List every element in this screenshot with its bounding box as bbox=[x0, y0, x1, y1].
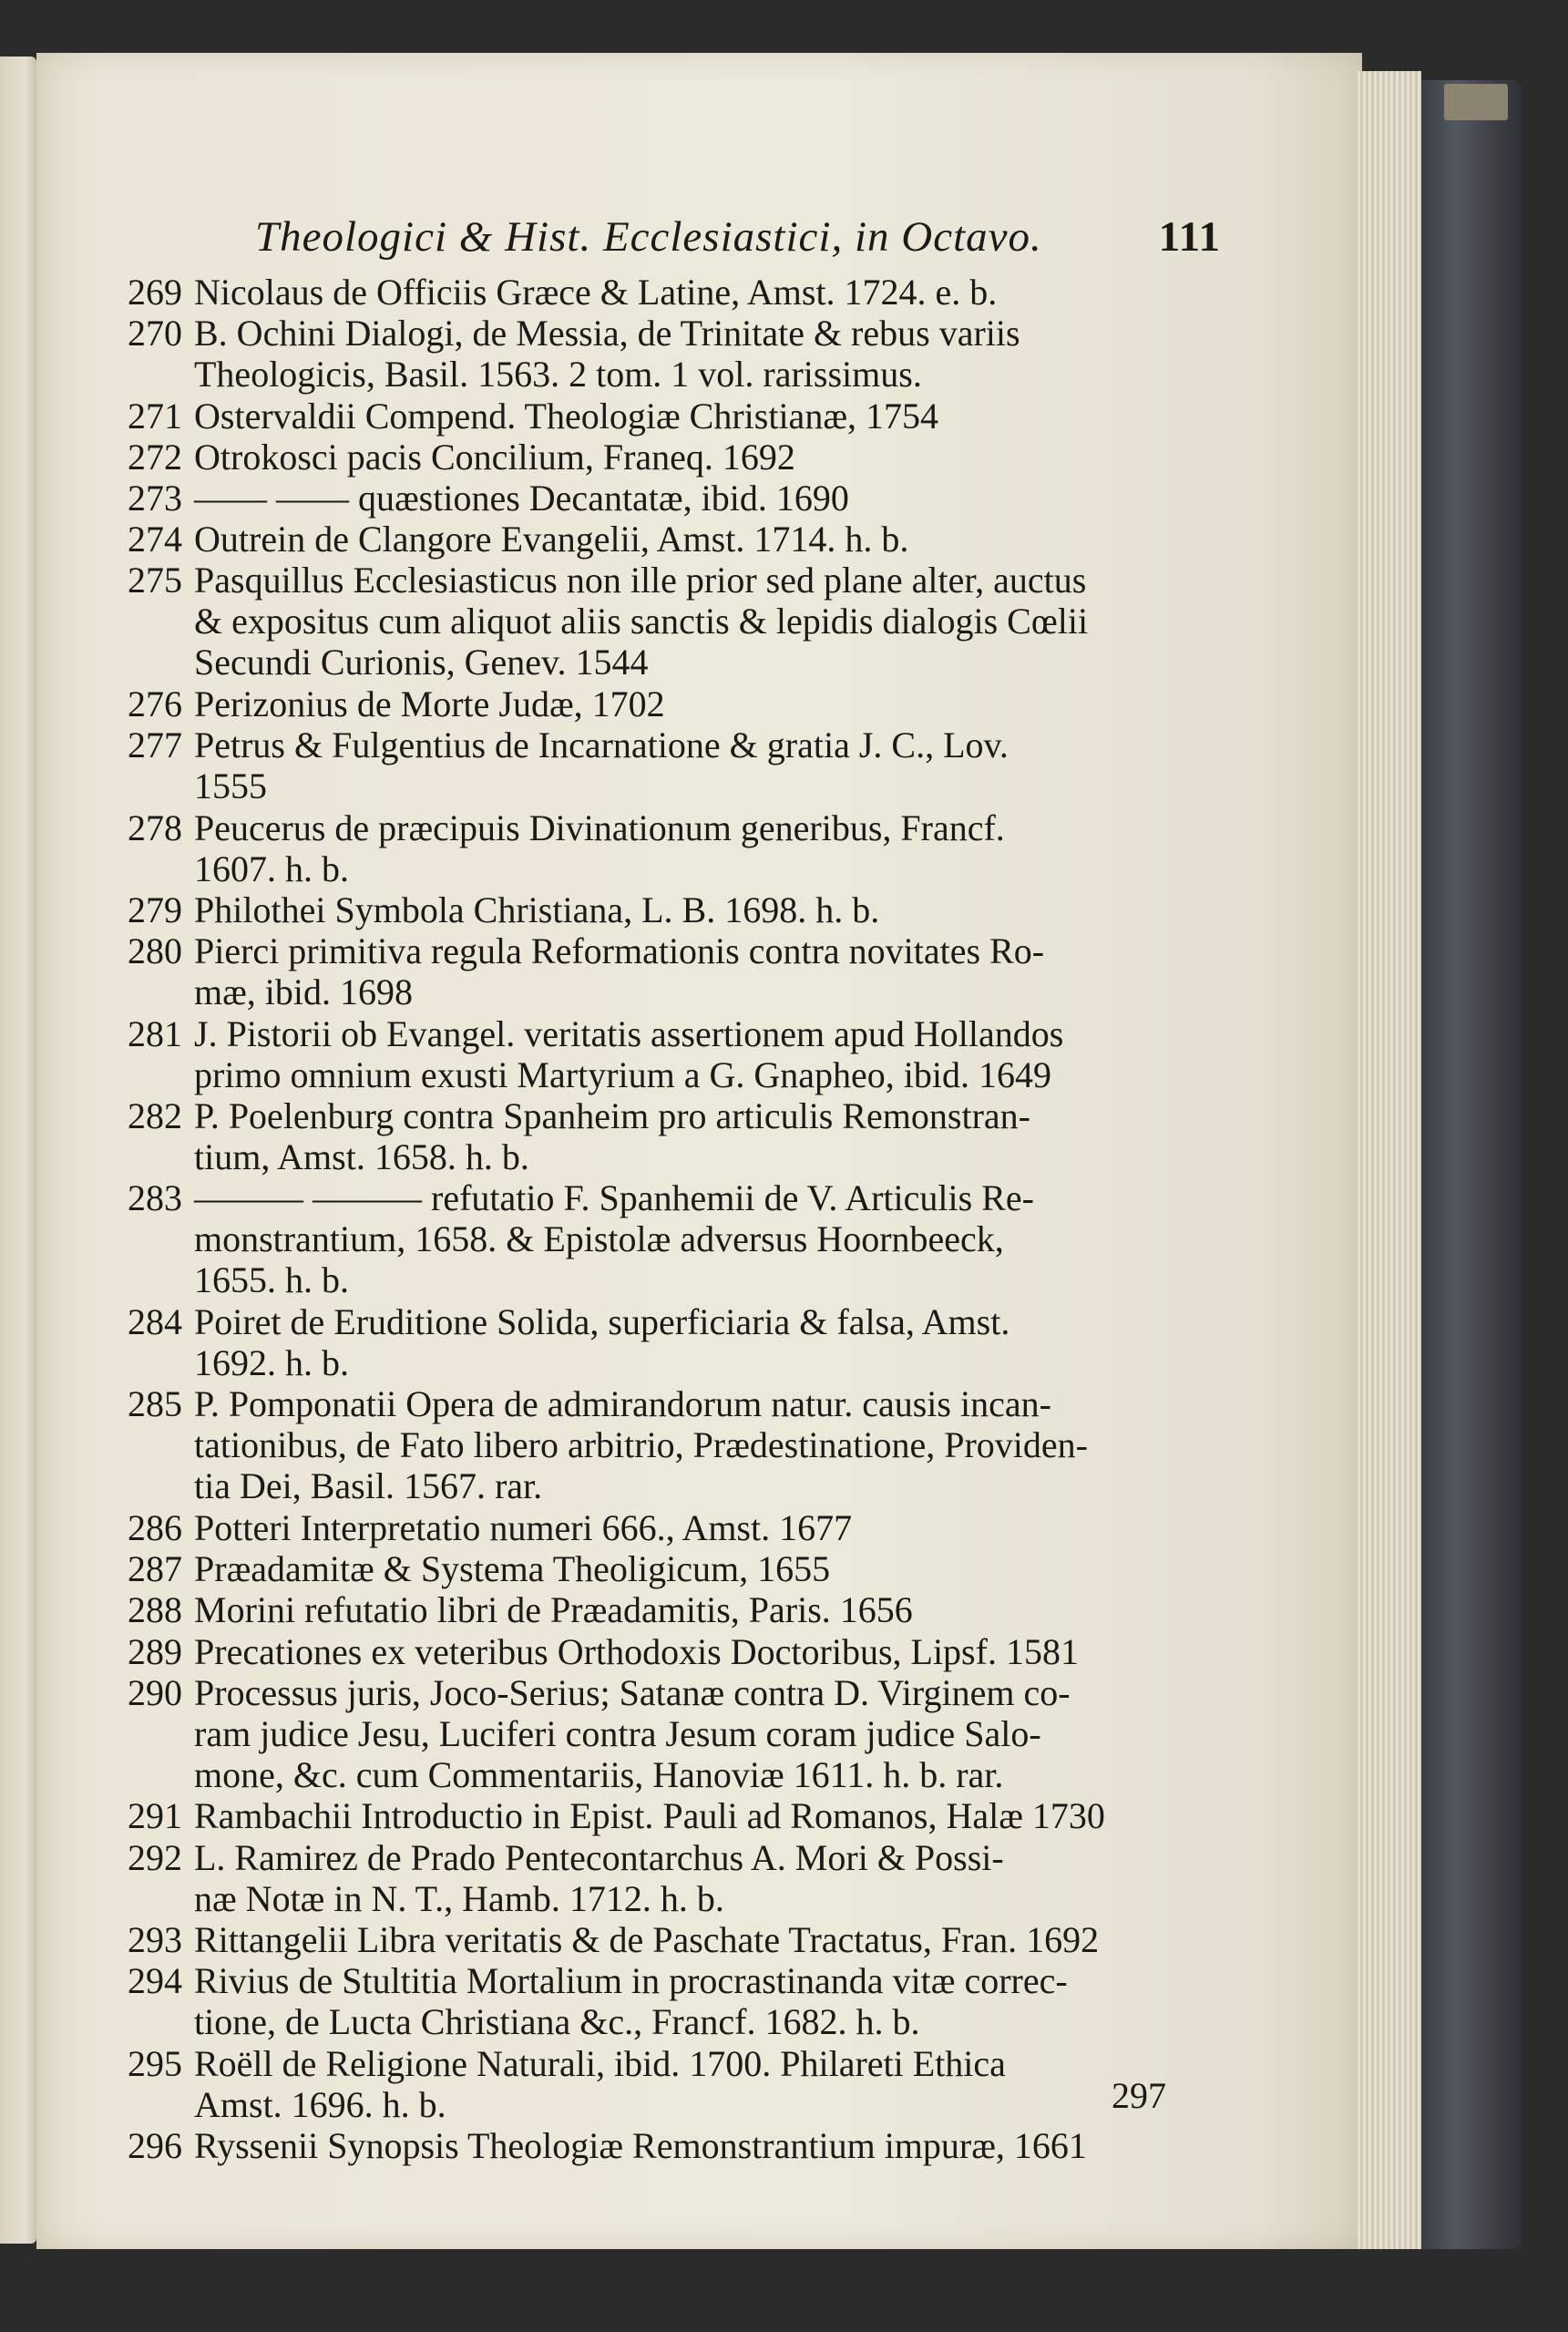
catalogue-entry bbox=[36, 889, 1239, 930]
entry-number: 290 bbox=[128, 1671, 182, 1713]
entry-number: 269 bbox=[128, 272, 182, 313]
entry-text bbox=[194, 396, 1214, 437]
entry-line: 1555 bbox=[194, 765, 267, 807]
entry-text bbox=[194, 930, 1214, 1012]
catalogue-entry bbox=[36, 1837, 1239, 1919]
entry-line: & expositus cum aliquot aliis sanctis & lepidis dialogis Cœlii bbox=[194, 601, 1089, 642]
entry-number: 291 bbox=[128, 1795, 182, 1837]
running-title: Theologici & Hist. Ecclesiastici, in Octavo. bbox=[255, 213, 1042, 261]
entry-line: ram judice Jesu, Luciferi contra Jesum coram judice Salo- bbox=[194, 1712, 1041, 1754]
entry-number: 295 bbox=[128, 2042, 182, 2084]
entry-line: Pasquillus Ecclesiasticus non ille prior sed plane alter, auctus bbox=[194, 560, 1087, 601]
catalogue-entry bbox=[36, 807, 1239, 889]
entry-text bbox=[194, 478, 1214, 519]
entry-line: 1607. h. b. bbox=[194, 848, 349, 889]
entry-line: tione, de Lucta Christiana &c., Francf. 1682. h. b. bbox=[194, 2001, 920, 2043]
entry-line: L. Ramirez de Prado Pentecontarchus A. Mori & Possi- bbox=[194, 1836, 1004, 1878]
entry-number: 280 bbox=[128, 930, 182, 972]
entry-line: B. Ochini Dialogi, de Messia, de Trinitate & rebus variis bbox=[194, 313, 1020, 354]
page-stack-edges bbox=[1358, 71, 1421, 2249]
entry-text bbox=[194, 313, 1214, 395]
page-content bbox=[36, 53, 1362, 2249]
entry-line: Pierci primitiva regula Reformationis contra novitates Ro- bbox=[194, 930, 1045, 972]
entry-line: Potteri Interpretatio numeri 666., Amst. 1677 bbox=[194, 1507, 853, 1548]
entry-number: 270 bbox=[128, 313, 182, 354]
entry-line: Otrokosci pacis Concilium, Franeq. 1692 bbox=[194, 436, 795, 478]
entry-text bbox=[194, 1177, 1214, 1300]
entry-text bbox=[194, 1672, 1214, 1795]
entry-text bbox=[194, 437, 1214, 478]
book-cover bbox=[1421, 80, 1522, 2249]
catalogue-entry bbox=[36, 1383, 1239, 1507]
entry-text bbox=[194, 1383, 1214, 1506]
entry-number: 275 bbox=[128, 560, 182, 601]
catalogue-entry bbox=[36, 1631, 1239, 1672]
entry-text bbox=[194, 1795, 1214, 1836]
entry-text bbox=[194, 2043, 1214, 2125]
entry-text bbox=[194, 1837, 1214, 1919]
catchword: 297 bbox=[1112, 2075, 1166, 2116]
entry-line: Processus juris, Joco-Serius; Satanæ contra D. Virginem co- bbox=[194, 1671, 1071, 1713]
catalogue-entry bbox=[36, 1795, 1239, 1836]
catalogue-entry bbox=[36, 1095, 1239, 1177]
entry-text bbox=[194, 2125, 1214, 2166]
entry-line: P. Pomponatii Opera de admirandorum natur. causis incan- bbox=[194, 1383, 1051, 1425]
entry-line: tium, Amst. 1658. h. b. bbox=[194, 1136, 529, 1177]
entry-line: næ Notæ in N. T., Hamb. 1712. h. b. bbox=[194, 1877, 724, 1919]
entry-line: Peucerus de præcipuis Divinationum generibus, Francf. bbox=[194, 806, 1005, 848]
catalogue-entry bbox=[36, 1507, 1239, 1548]
entry-line: monstrantium, 1658. & Epistolæ adversus Hoornbeeck, bbox=[194, 1218, 1004, 1260]
catalogue-entry bbox=[36, 1548, 1239, 1589]
catalogue-entry bbox=[36, 478, 1239, 519]
entry-text bbox=[194, 1095, 1214, 1177]
catalogue-entry bbox=[36, 1013, 1239, 1095]
entry-text bbox=[194, 1631, 1214, 1672]
catalogue-entry bbox=[36, 272, 1239, 313]
entry-line: Præadamitæ & Systema Theoligicum, 1655 bbox=[194, 1548, 831, 1590]
catalogue-entry bbox=[36, 724, 1239, 806]
catalogue-entry bbox=[36, 437, 1239, 478]
entry-line: tia Dei, Basil. 1567. rar. bbox=[194, 1465, 543, 1507]
entry-text bbox=[194, 683, 1214, 724]
catalogue-entry bbox=[36, 396, 1239, 437]
entry-line: Poiret de Eruditione Solida, superficiaria & falsa, Amst. bbox=[194, 1301, 1010, 1342]
entry-line: Roëll de Religione Naturali, ibid. 1700. Philareti Ethica bbox=[194, 2042, 1006, 2084]
entry-number: 281 bbox=[128, 1012, 182, 1054]
entry-text bbox=[194, 519, 1214, 560]
entry-text bbox=[194, 1507, 1214, 1548]
entry-number: 274 bbox=[128, 519, 182, 560]
entry-number: 282 bbox=[128, 1095, 182, 1136]
entry-text bbox=[194, 560, 1214, 683]
entry-number: 278 bbox=[128, 806, 182, 848]
entry-number: 273 bbox=[128, 478, 182, 519]
entry-line: J. Pistorii ob Evangel. veritatis assertionem apud Hollandos bbox=[194, 1012, 1064, 1054]
entry-text bbox=[194, 724, 1214, 806]
entry-line: P. Poelenburg contra Spanheim pro articulis Remonstran- bbox=[194, 1095, 1030, 1136]
entry-line: Perizonius de Morte Judæ, 1702 bbox=[194, 683, 665, 724]
entry-number: 272 bbox=[128, 436, 182, 478]
entry-text bbox=[194, 1301, 1214, 1383]
cover-corner bbox=[1444, 84, 1508, 120]
entry-number: 292 bbox=[128, 1836, 182, 1878]
entry-number: 271 bbox=[128, 395, 182, 437]
entry-line: —— —— quæstiones Decantatæ, ibid. 1690 bbox=[194, 478, 849, 519]
catalogue-entry bbox=[36, 1589, 1239, 1630]
entry-line: Outrein de Clangore Evangelii, Amst. 1714. h. b. bbox=[194, 519, 909, 560]
catalogue-entry bbox=[36, 930, 1239, 1012]
entry-number: 284 bbox=[128, 1301, 182, 1342]
entry-line: Theologicis, Basil. 1563. 2 tom. 1 vol. rarissimus. bbox=[194, 354, 922, 396]
entry-number: 296 bbox=[128, 2125, 182, 2166]
entry-number: 277 bbox=[128, 724, 182, 766]
entry-line: 1692. h. b. bbox=[194, 1342, 349, 1383]
entry-line: Ostervaldii Compend. Theologiæ Christianæ, 1754 bbox=[194, 395, 938, 437]
entry-line: Petrus & Fulgentius de Incarnatione & gratia J. C., Lov. bbox=[194, 724, 1009, 766]
entry-number: 283 bbox=[128, 1177, 182, 1219]
entry-text bbox=[194, 272, 1214, 313]
catalogue-entry bbox=[36, 519, 1239, 560]
entry-text bbox=[194, 889, 1214, 930]
entry-text bbox=[194, 1960, 1214, 2042]
catalogue-entry bbox=[36, 1177, 1239, 1301]
entry-line: primo omnium exusti Martyrium a G. Gnapheo, ibid. 1649 bbox=[194, 1053, 1051, 1095]
entry-number: 285 bbox=[128, 1383, 182, 1425]
entry-line: Philothei Symbola Christiana, L. B. 1698. h. b. bbox=[194, 889, 880, 930]
entry-line: mone, &c. cum Commentariis, Hanoviæ 1611. h. b. rar. bbox=[194, 1753, 1004, 1795]
facing-page-edge bbox=[0, 57, 36, 2244]
catalogue-entry bbox=[36, 1960, 1239, 2042]
entry-line: ——— ——— refutatio F. Spanhemii de V. Articulis Re- bbox=[194, 1177, 1034, 1219]
entry-number: 287 bbox=[128, 1548, 182, 1590]
entry-line: Rambachii Introductio in Epist. Pauli ad Romanos, Halæ 1730 bbox=[194, 1795, 1105, 1837]
catalogue-entry bbox=[36, 1672, 1239, 1796]
entry-line: 1655. h. b. bbox=[194, 1259, 349, 1301]
entry-line: mæ, ibid. 1698 bbox=[194, 971, 414, 1013]
entry-number: 293 bbox=[128, 1919, 182, 1960]
entry-number: 276 bbox=[128, 683, 182, 724]
catalogue-entry bbox=[36, 1919, 1239, 1960]
page-number: 111 bbox=[1158, 213, 1221, 261]
entry-line: tationibus, de Fato libero arbitrio, Prædestinatione, Providen- bbox=[194, 1424, 1088, 1466]
entry-line: Nicolaus de Officiis Græce & Latine, Amst. 1724. e. b. bbox=[194, 272, 998, 313]
entry-line: Rittangelii Libra veritatis & de Paschate Tractatus, Fran. 1692 bbox=[194, 1919, 1100, 1960]
entry-text bbox=[194, 1548, 1214, 1589]
entry-number: 279 bbox=[128, 889, 182, 930]
entry-number: 289 bbox=[128, 1630, 182, 1672]
entry-text bbox=[194, 1013, 1214, 1095]
entry-line: Morini refutatio libri de Præadamitis, Paris. 1656 bbox=[194, 1589, 913, 1631]
entry-text bbox=[194, 1919, 1214, 1960]
entry-line: Amst. 1696. h. b. bbox=[194, 2083, 446, 2125]
catalogue-entry bbox=[36, 2125, 1239, 2166]
entry-line: Ryssenii Synopsis Theologiæ Remonstrantium impuræ, 1661 bbox=[194, 2125, 1087, 2166]
entry-line: Rivius de Stultitia Mortalium in procrastinanda vitæ correc- bbox=[194, 1960, 1068, 2002]
entry-line: Precationes ex veteribus Orthodoxis Doctoribus, Lipsf. 1581 bbox=[194, 1630, 1079, 1672]
catalogue-entry bbox=[36, 1301, 1239, 1383]
page-header bbox=[255, 199, 1221, 272]
entry-number: 294 bbox=[128, 1960, 182, 2002]
entry-line: Secundi Curionis, Genev. 1544 bbox=[194, 642, 649, 683]
catalogue-entry bbox=[36, 313, 1239, 395]
entry-number: 286 bbox=[128, 1507, 182, 1548]
entry-text bbox=[194, 807, 1214, 889]
entry-number: 288 bbox=[128, 1589, 182, 1631]
catalogue-entry bbox=[36, 2043, 1239, 2125]
entry-text bbox=[194, 1589, 1214, 1630]
catalogue-entry bbox=[36, 683, 1239, 724]
catalogue-entry bbox=[36, 560, 1239, 683]
